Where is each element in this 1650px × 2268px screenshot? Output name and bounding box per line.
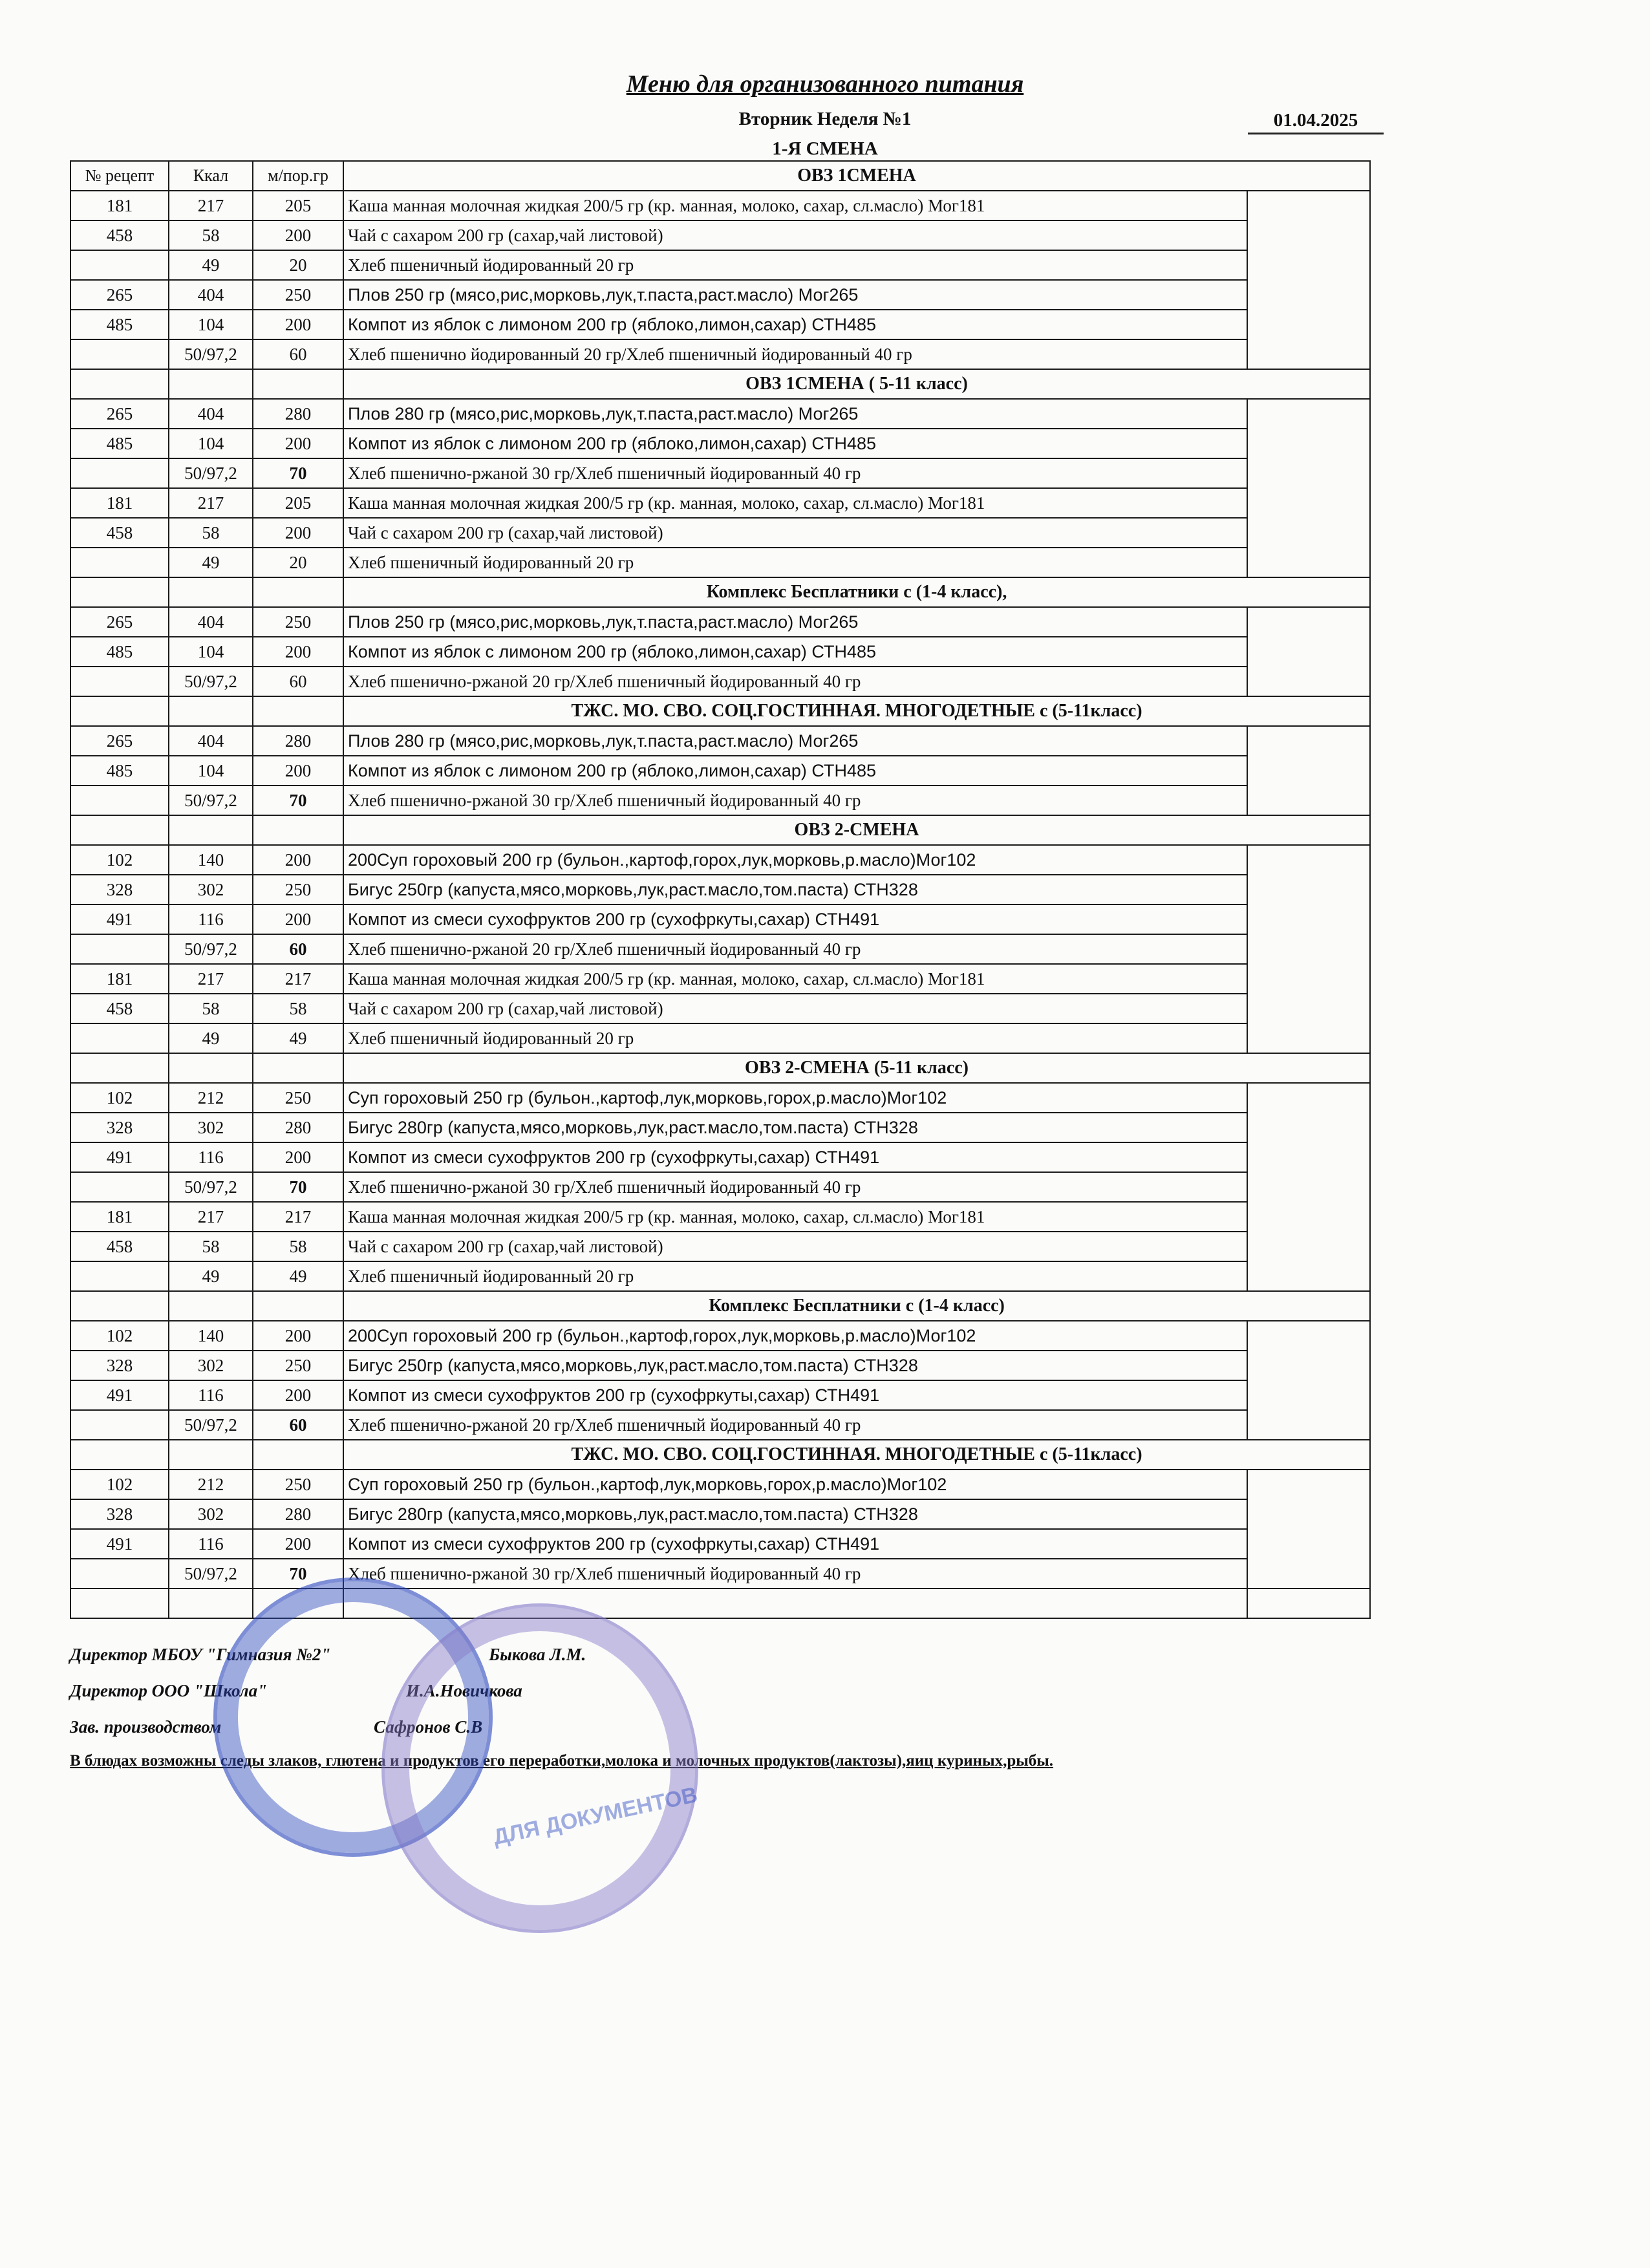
- kcal-value: 302: [169, 1113, 253, 1142]
- portion-value: 200: [253, 904, 343, 934]
- kcal-value: 104: [169, 429, 253, 458]
- table-row: [70, 548, 1370, 577]
- kcal-value: 116: [169, 1380, 253, 1410]
- kcal-value: 217: [169, 964, 253, 994]
- recipe-number: 265: [70, 726, 169, 756]
- empty-cell: [169, 1291, 253, 1321]
- portion-value: 250: [253, 280, 343, 310]
- kcal-value: 49: [169, 1261, 253, 1291]
- table-row: [70, 786, 1370, 815]
- recipe-number: 458: [70, 220, 169, 250]
- dish-description: Чай с сахаром 200 гр (сахар,чай листовой): [343, 994, 1247, 1023]
- recipe-number: [70, 1559, 169, 1589]
- recipe-number: 102: [70, 1083, 169, 1113]
- dish-description: Компот из смеси сухофруктов 200 гр (сухофркуты,сахар) СТН491: [343, 1380, 1247, 1410]
- recipe-number: 458: [70, 518, 169, 548]
- kcal-value: 116: [169, 1529, 253, 1559]
- table-row: [70, 1023, 1370, 1053]
- table-row: [70, 904, 1370, 934]
- empty-cell: [253, 577, 343, 607]
- round-seal-stamp-secondary: [381, 1603, 698, 1933]
- section-title: ОВЗ 1СМЕНА ( 5-11 класс): [343, 369, 1370, 399]
- section-header-row: [70, 161, 1370, 191]
- recipe-number: 265: [70, 399, 169, 429]
- recipe-number: [70, 1023, 169, 1053]
- kcal-value: 50/97,2: [169, 1410, 253, 1440]
- portion-value: 200: [253, 429, 343, 458]
- kcal-value: 49: [169, 1023, 253, 1053]
- table-row: [70, 1232, 1370, 1261]
- empty-cell: [70, 815, 169, 845]
- portion-value: 70: [253, 786, 343, 815]
- table-row: [70, 191, 1370, 220]
- table-row: [70, 756, 1370, 786]
- table-row: [70, 1083, 1370, 1113]
- empty-cell: [169, 369, 253, 399]
- kcal-value: 404: [169, 399, 253, 429]
- dish-description: Хлеб пшенично-ржаной 30 гр/Хлеб пшеничный йодированный 40 гр: [343, 458, 1247, 488]
- kcal-value: 49: [169, 250, 253, 280]
- table-row: [70, 280, 1370, 310]
- dish-description: Плов 250 гр (мясо,рис,морковь,лук,т.паста,раст.масло) Мог265: [343, 607, 1247, 637]
- portion-value: 200: [253, 518, 343, 548]
- recipe-number: [70, 786, 169, 815]
- recipe-number: 328: [70, 1113, 169, 1142]
- kcal-value: 104: [169, 310, 253, 339]
- table-row: [70, 1380, 1370, 1410]
- recipe-number: 485: [70, 756, 169, 786]
- kcal-value: 140: [169, 1321, 253, 1351]
- empty-cell: [169, 1440, 253, 1470]
- shift-label: 1-Я СМЕНА: [772, 138, 878, 159]
- table-row: [70, 488, 1370, 518]
- portion-value: 250: [253, 607, 343, 637]
- dish-description: Бигус 280гр (капуста,мясо,морковь,лук,раст.масло,том.паста) СТН328: [343, 1113, 1247, 1142]
- director-school-label: Директор МБОУ "Гимназия №2": [70, 1645, 331, 1664]
- table-row: [70, 1172, 1370, 1202]
- director-company-label: Директор ООО "Школа": [70, 1681, 268, 1700]
- table-row: [70, 1113, 1370, 1142]
- portion-value: 200: [253, 756, 343, 786]
- empty-cell: [253, 1053, 343, 1083]
- table-row: [70, 726, 1370, 756]
- stamp-caption: ДЛЯ ДОКУМЕНТОВ: [491, 1782, 700, 1850]
- dish-description: Хлеб пшенично йодированный 20 гр/Хлеб пшеничный йодированный 40 гр: [343, 339, 1247, 369]
- blank-notes-cell: [1247, 399, 1370, 577]
- kcal-value: 404: [169, 726, 253, 756]
- director-school-name: Быкова Л.М.: [489, 1645, 586, 1664]
- kcal-value: 104: [169, 756, 253, 786]
- table-row: [70, 429, 1370, 458]
- document-title: Меню для организованного питания: [626, 70, 1024, 98]
- portion-value: 20: [253, 548, 343, 577]
- kcal-value: 50/97,2: [169, 934, 253, 964]
- recipe-number: 485: [70, 310, 169, 339]
- empty-cell: [253, 369, 343, 399]
- kcal-value: 404: [169, 607, 253, 637]
- kcal-value: 302: [169, 1499, 253, 1529]
- dish-description: Хлеб пшеничный йодированный 20 гр: [343, 1023, 1247, 1053]
- dish-description: Бигус 250гр (капуста,мясо,морковь,лук,раст.масло,том.паста) СТН328: [343, 875, 1247, 904]
- recipe-number: 458: [70, 994, 169, 1023]
- empty-cell: [169, 815, 253, 845]
- column-header-kcal: Ккал: [169, 161, 253, 191]
- portion-value: 200: [253, 1321, 343, 1351]
- table-row: [70, 934, 1370, 964]
- kcal-value: 50/97,2: [169, 786, 253, 815]
- kcal-value: 116: [169, 1142, 253, 1172]
- table-row: [70, 310, 1370, 339]
- table-row: [70, 1559, 1370, 1589]
- section-title: ТЖС. МО. СВО. СОЦ.ГОСТИННАЯ. МНОГОДЕТНЫЕ с (5-11класс): [343, 696, 1370, 726]
- blank-notes-cell: [1247, 845, 1370, 1053]
- empty-cell: [169, 1053, 253, 1083]
- portion-value: 70: [253, 1172, 343, 1202]
- empty-cell: [343, 1589, 1247, 1618]
- recipe-number: 491: [70, 1142, 169, 1172]
- dish-description: Бигус 250гр (капуста,мясо,морковь,лук,раст.масло,том.паста) СТН328: [343, 1351, 1247, 1380]
- director-company-name: И.А.Новичкова: [406, 1681, 522, 1700]
- section-title: ТЖС. МО. СВО. СОЦ.ГОСТИННАЯ. МНОГОДЕТНЫЕ с (5-11класс): [343, 1440, 1370, 1470]
- recipe-number: [70, 1261, 169, 1291]
- section-title: ОВЗ 2-СМЕНА (5-11 класс): [343, 1053, 1370, 1083]
- portion-value: 205: [253, 191, 343, 220]
- blank-notes-cell: [1247, 191, 1370, 369]
- table-row: [70, 964, 1370, 994]
- empty-cell: [70, 369, 169, 399]
- kcal-value: 104: [169, 637, 253, 667]
- kcal-value: 50/97,2: [169, 339, 253, 369]
- dish-description: 200Суп гороховый 200 гр (бульон.,картоф,горох,лук,морковь,р.масло)Мог102: [343, 1321, 1247, 1351]
- kcal-value: 140: [169, 845, 253, 875]
- empty-cell: [253, 696, 343, 726]
- dish-description: Каша манная молочная жидкая 200/5 гр (кр. манная, молоко, сахар, сл.масло) Мог181: [343, 1202, 1247, 1232]
- recipe-number: [70, 1172, 169, 1202]
- dish-description: Плов 280 гр (мясо,рис,морковь,лук,т.паста,раст.масло) Мог265: [343, 726, 1247, 756]
- recipe-number: [70, 458, 169, 488]
- recipe-number: 102: [70, 1321, 169, 1351]
- kcal-value: 58: [169, 518, 253, 548]
- empty-cell: [70, 577, 169, 607]
- recipe-number: 181: [70, 1202, 169, 1232]
- kcal-value: 50/97,2: [169, 1559, 253, 1589]
- portion-value: 70: [253, 1559, 343, 1589]
- empty-cell: [70, 1053, 169, 1083]
- dish-description: Хлеб пшеничный йодированный 20 гр: [343, 250, 1247, 280]
- portion-value: 60: [253, 1410, 343, 1440]
- section-header-row: [70, 1053, 1370, 1083]
- table-row: [70, 1202, 1370, 1232]
- dish-description: Плов 250 гр (мясо,рис,морковь,лук,т.паста,раст.масло) Мог265: [343, 280, 1247, 310]
- portion-value: 280: [253, 1113, 343, 1142]
- recipe-number: [70, 667, 169, 696]
- portion-value: 200: [253, 310, 343, 339]
- portion-value: 49: [253, 1023, 343, 1053]
- portion-value: 49: [253, 1261, 343, 1291]
- portion-value: 200: [253, 1380, 343, 1410]
- kcal-value: 217: [169, 488, 253, 518]
- table-row: [70, 458, 1370, 488]
- kcal-value: 404: [169, 280, 253, 310]
- table-row: [70, 250, 1370, 280]
- recipe-number: 265: [70, 280, 169, 310]
- production-label: Зав. производством: [70, 1717, 222, 1737]
- kcal-value: 50/97,2: [169, 458, 253, 488]
- recipe-number: 265: [70, 607, 169, 637]
- portion-value: 280: [253, 399, 343, 429]
- table-row: [70, 667, 1370, 696]
- allergy-note: В блюдах возможны следы злаков, глютена и продуктов его переработки,молока и молочных продуктов(лактозы),яиц куриных,рыбы.: [70, 1752, 1054, 1770]
- section-title: Комплекс Бесплатники с (1-4 класс): [343, 1291, 1370, 1321]
- kcal-value: 302: [169, 1351, 253, 1380]
- portion-value: 250: [253, 1470, 343, 1499]
- portion-value: 280: [253, 1499, 343, 1529]
- recipe-number: 181: [70, 488, 169, 518]
- kcal-value: 50/97,2: [169, 1172, 253, 1202]
- table-row: [70, 1321, 1370, 1351]
- portion-value: 217: [253, 1202, 343, 1232]
- portion-value: 200: [253, 1142, 343, 1172]
- recipe-number: [70, 250, 169, 280]
- portion-value: 250: [253, 1351, 343, 1380]
- kcal-value: 212: [169, 1083, 253, 1113]
- table-row: [70, 1142, 1370, 1172]
- recipe-number: 328: [70, 1499, 169, 1529]
- table-row: [70, 1410, 1370, 1440]
- portion-value: 60: [253, 339, 343, 369]
- kcal-value: 58: [169, 994, 253, 1023]
- blank-notes-cell: [1247, 1589, 1370, 1618]
- menu-table: [70, 160, 1371, 1619]
- table-row: [70, 845, 1370, 875]
- empty-cell: [70, 1440, 169, 1470]
- portion-value: 58: [253, 1232, 343, 1261]
- dish-description: Чай с сахаром 200 гр (сахар,чай листовой): [343, 518, 1247, 548]
- dish-description: Хлеб пшенично-ржаной 30 гр/Хлеб пшеничный йодированный 40 гр: [343, 1172, 1247, 1202]
- section-header-row: [70, 1440, 1370, 1470]
- menu-date: 01.04.2025: [1248, 110, 1384, 134]
- dish-description: Хлеб пшеничный йодированный 20 гр: [343, 1261, 1247, 1291]
- recipe-number: [70, 339, 169, 369]
- recipe-number: 491: [70, 1380, 169, 1410]
- empty-cell: [70, 1291, 169, 1321]
- dish-description: Хлеб пшенично-ржаной 20 гр/Хлеб пшеничный йодированный 40 гр: [343, 1410, 1247, 1440]
- recipe-number: 102: [70, 1470, 169, 1499]
- blank-notes-cell: [1247, 1470, 1370, 1589]
- recipe-number: 458: [70, 1232, 169, 1261]
- dish-description: Чай с сахаром 200 гр (сахар,чай листовой): [343, 220, 1247, 250]
- portion-value: 60: [253, 667, 343, 696]
- dish-description: Компот из смеси сухофруктов 200 гр (сухофркуты,сахар) СТН491: [343, 1142, 1247, 1172]
- section-header-row: [70, 815, 1370, 845]
- kcal-value: 50/97,2: [169, 667, 253, 696]
- blank-notes-cell: [1247, 607, 1370, 696]
- dish-description: Суп гороховый 250 гр (бульон.,картоф,лук,морковь,горох,р.масло)Мог102: [343, 1083, 1247, 1113]
- dish-description: Хлеб пшенично-ржаной 20 гр/Хлеб пшеничный йодированный 40 гр: [343, 934, 1247, 964]
- table-row: [70, 1261, 1370, 1291]
- recipe-number: 485: [70, 429, 169, 458]
- recipe-number: [70, 934, 169, 964]
- dish-description: Компот из яблок с лимоном 200 гр (яблоко,лимон,сахар) СТН485: [343, 429, 1247, 458]
- blank-notes-cell: [1247, 1083, 1370, 1291]
- dish-description: Хлеб пшенично-ржаной 30 гр/Хлеб пшеничный йодированный 40 гр: [343, 786, 1247, 815]
- dish-description: 200Суп гороховый 200 гр (бульон.,картоф,горох,лук,морковь,р.масло)Мог102: [343, 845, 1247, 875]
- dish-description: Каша манная молочная жидкая 200/5 гр (кр. манная, молоко, сахар, сл.масло) Мог181: [343, 964, 1247, 994]
- portion-value: 280: [253, 726, 343, 756]
- kcal-value: 217: [169, 1202, 253, 1232]
- recipe-number: 181: [70, 191, 169, 220]
- table-row: [70, 875, 1370, 904]
- table-row: [70, 220, 1370, 250]
- empty-cell: [169, 577, 253, 607]
- column-header-recipe: № рецепт: [70, 161, 169, 191]
- recipe-number: 181: [70, 964, 169, 994]
- recipe-number: 328: [70, 875, 169, 904]
- dish-description: Компот из яблок с лимоном 200 гр (яблоко,лимон,сахар) СТН485: [343, 637, 1247, 667]
- kcal-value: 217: [169, 191, 253, 220]
- table-row: [70, 607, 1370, 637]
- empty-cell: [70, 696, 169, 726]
- portion-value: 200: [253, 220, 343, 250]
- recipe-number: 491: [70, 904, 169, 934]
- portion-value: 200: [253, 845, 343, 875]
- dish-description: Компот из яблок с лимоном 200 гр (яблоко,лимон,сахар) СТН485: [343, 756, 1247, 786]
- recipe-number: [70, 1410, 169, 1440]
- section-title: ОВЗ 2-СМЕНА: [343, 815, 1370, 845]
- empty-cell: [253, 1440, 343, 1470]
- dish-description: Суп гороховый 250 гр (бульон.,картоф,лук,морковь,горох,р.масло)Мог102: [343, 1470, 1247, 1499]
- production-name: Сафронов С.В: [374, 1717, 483, 1737]
- empty-cell: [169, 696, 253, 726]
- dish-description: Чай с сахаром 200 гр (сахар,чай листовой): [343, 1232, 1247, 1261]
- dish-description: Каша манная молочная жидкая 200/5 гр (кр. манная, молоко, сахар, сл.масло) Мог181: [343, 488, 1247, 518]
- column-header-portion: м/пор.гр: [253, 161, 343, 191]
- section-header-row: [70, 1291, 1370, 1321]
- portion-value: 58: [253, 994, 343, 1023]
- portion-value: 70: [253, 458, 343, 488]
- portion-value: 200: [253, 1529, 343, 1559]
- dish-description: Бигус 280гр (капуста,мясо,морковь,лук,раст.масло,том.паста) СТН328: [343, 1499, 1247, 1529]
- dish-description: Компот из яблок с лимоном 200 гр (яблоко,лимон,сахар) СТН485: [343, 310, 1247, 339]
- kcal-value: 58: [169, 220, 253, 250]
- day-week-label: Вторник Неделя №1: [738, 109, 912, 129]
- portion-value: 200: [253, 637, 343, 667]
- dish-description: Компот из смеси сухофруктов 200 гр (сухофркуты,сахар) СТН491: [343, 904, 1247, 934]
- recipe-number: 328: [70, 1351, 169, 1380]
- empty-cell: [253, 1291, 343, 1321]
- signature-production: [70, 1717, 483, 1737]
- dish-description: Плов 280 гр (мясо,рис,морковь,лук,т.паста,раст.масло) Мог265: [343, 399, 1247, 429]
- kcal-value: 212: [169, 1470, 253, 1499]
- dish-description: Каша манная молочная жидкая 200/5 гр (кр. манная, молоко, сахар, сл.масло) Мог181: [343, 191, 1247, 220]
- recipe-number: 491: [70, 1529, 169, 1559]
- dish-description: Компот из смеси сухофруктов 200 гр (сухофркуты,сахар) СТН491: [343, 1529, 1247, 1559]
- dish-description: Хлеб пшенично-ржаной 20 гр/Хлеб пшеничный йодированный 40 гр: [343, 667, 1247, 696]
- section-title: ОВЗ 1СМЕНА: [343, 161, 1370, 191]
- section-header-row: [70, 369, 1370, 399]
- kcal-value: 49: [169, 548, 253, 577]
- table-row: [70, 637, 1370, 667]
- blank-notes-cell: [1247, 726, 1370, 815]
- blank-notes-cell: [1247, 1321, 1370, 1440]
- table-row: [70, 399, 1370, 429]
- empty-cell: [70, 1589, 169, 1618]
- portion-value: 250: [253, 1083, 343, 1113]
- dish-description: Хлеб пшенично-ржаной 30 гр/Хлеб пшеничный йодированный 40 гр: [343, 1559, 1247, 1589]
- section-header-row: [70, 577, 1370, 607]
- portion-value: 20: [253, 250, 343, 280]
- table-row: [70, 1470, 1370, 1499]
- table-row: [70, 1499, 1370, 1529]
- table-row: [70, 994, 1370, 1023]
- recipe-number: 102: [70, 845, 169, 875]
- portion-value: 60: [253, 934, 343, 964]
- portion-value: 217: [253, 964, 343, 994]
- portion-value: 250: [253, 875, 343, 904]
- recipe-number: [70, 548, 169, 577]
- recipe-number: 485: [70, 637, 169, 667]
- dish-description: Хлеб пшеничный йодированный 20 гр: [343, 548, 1247, 577]
- kcal-value: 58: [169, 1232, 253, 1261]
- table-row: [70, 339, 1370, 369]
- kcal-value: 116: [169, 904, 253, 934]
- table-row: [70, 518, 1370, 548]
- table-row: [70, 1529, 1370, 1559]
- table-row: [70, 1351, 1370, 1380]
- section-header-row: [70, 696, 1370, 726]
- kcal-value: 302: [169, 875, 253, 904]
- portion-value: 205: [253, 488, 343, 518]
- empty-cell: [169, 1589, 253, 1618]
- empty-cell: [253, 815, 343, 845]
- section-title: Комплекс Бесплатники с (1-4 класс),: [343, 577, 1370, 607]
